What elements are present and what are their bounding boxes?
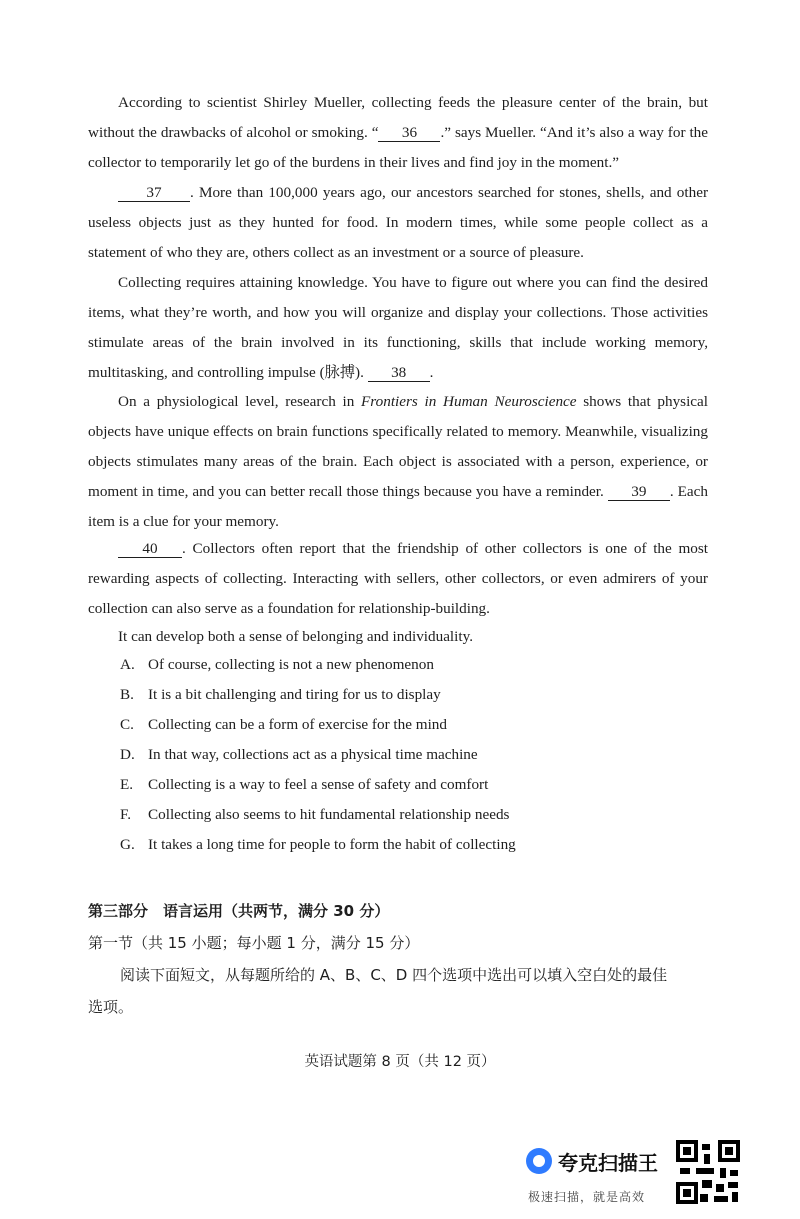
blank-40: 40 xyxy=(118,540,182,558)
option-e-text: Collecting is a way to feel a sense of safety and comfort xyxy=(148,776,489,793)
p2-text: . More than 100,000 years ago, our ancestors searched for stones, shells, and other useless objects just as they hunted for food. In modern times, while some people collect as a statement of who they are, others collect as an investment or a source of pleasure. xyxy=(88,184,708,261)
blank-39: 39 xyxy=(608,483,670,501)
passage-paragraph-3 xyxy=(88,268,708,388)
blank-37: 37 xyxy=(118,184,190,202)
passage-paragraph-6: It can develop both a sense of belonging and individuality. xyxy=(118,628,473,645)
option-c-text: Collecting can be a form of exercise for the mind xyxy=(148,716,447,733)
p5-text: . Collectors often report that the friendship of other collectors is one of the most rewarding aspects of collecting. Interacting with sellers, other collectors, or even admirers of your collection can also serve as a foundation for relationship-building. xyxy=(88,540,708,617)
p3-text-after: . xyxy=(429,364,434,381)
watermark-title: 夸克扫描王 xyxy=(558,1151,658,1175)
journal-title: Frontiers in Human Neuroscience xyxy=(361,393,577,410)
option-f xyxy=(120,806,509,824)
quark-logo-icon xyxy=(526,1148,552,1174)
p3-text-before: Collecting requires attaining knowledge. You have to figure out where you can find the desired items, what they’re worth, and how you will organize and display your collections. Those activities stimulate areas of the brain involved in its functioning, skills that include working memory, multitasking, and controlling impulse (脉搏). xyxy=(88,274,708,381)
p4-text-after: . Each item is a clue for your memory. xyxy=(88,483,708,530)
section-subsection: 第一节（共 15 小题；每小题 1 分，满分 15 分） xyxy=(88,934,420,952)
option-c xyxy=(120,716,447,734)
passage-paragraph-1 xyxy=(88,88,708,178)
section-instruction-line-1: 阅读下面短文，从每题所给的 A、B、C、D 四个选项中选出可以填入空白处的最佳 xyxy=(120,966,668,984)
option-f-text: Collecting also seems to hit fundamental relationship needs xyxy=(148,806,510,823)
section-instruction-line-2: 选项。 xyxy=(88,998,134,1016)
p4-text-before: On a physiological level, research in xyxy=(118,393,362,410)
option-a-text: Of course, collecting is not a new phenomenon xyxy=(148,656,434,673)
option-e xyxy=(120,776,488,794)
passage-paragraph-4 xyxy=(88,387,708,537)
option-g-letter: G. xyxy=(120,836,135,853)
option-b xyxy=(120,686,441,704)
blank-38: 38 xyxy=(368,364,430,382)
option-d xyxy=(120,746,478,764)
blank-36: 36 xyxy=(378,124,440,142)
option-g xyxy=(120,836,516,854)
page-footer: 英语试题第 8 页（共 12 页） xyxy=(304,1054,496,1070)
option-g-text: It takes a long time for people to form the habit of collecting xyxy=(148,836,516,853)
option-a xyxy=(120,656,434,674)
section-part-title: 第三部分 语言运用（共两节，满分 30 分） xyxy=(88,902,390,920)
option-c-letter: C. xyxy=(120,716,134,733)
option-a-letter: A. xyxy=(120,656,135,673)
passage-paragraph-2 xyxy=(88,178,708,268)
option-b-text: It is a bit challenging and tiring for us to display xyxy=(148,686,441,703)
watermark-slogan: 极速扫描，就是高效 xyxy=(528,1190,646,1204)
passage-paragraph-5 xyxy=(88,534,708,624)
option-b-letter: B. xyxy=(120,686,134,703)
p1-text-after: .” says Mueller. “And it’s also a way for the collector to temporarily let go of the burdens in their lives and find joy in the moment.” xyxy=(88,124,709,171)
option-d-text: In that way, collections act as a physical time machine xyxy=(148,746,478,763)
option-e-letter: E. xyxy=(120,776,134,793)
p4-text-middle: shows that physical objects have unique effects on brain functions specifically related to memory. Meanwhile, visualizing objects stimulates many areas of the brain. Each object is associated with a person, experience, or moment in time, and you can better recall those things because you have a reminder. xyxy=(88,393,708,500)
option-f-letter: F. xyxy=(120,806,132,823)
p1-text-before: According to scientist Shirley Mueller, collecting feeds the pleasure center of the brain, but without the drawbacks of alcohol or smoking. “ xyxy=(88,94,708,141)
qr-code-icon xyxy=(676,1140,740,1204)
option-d-letter: D. xyxy=(120,746,135,763)
